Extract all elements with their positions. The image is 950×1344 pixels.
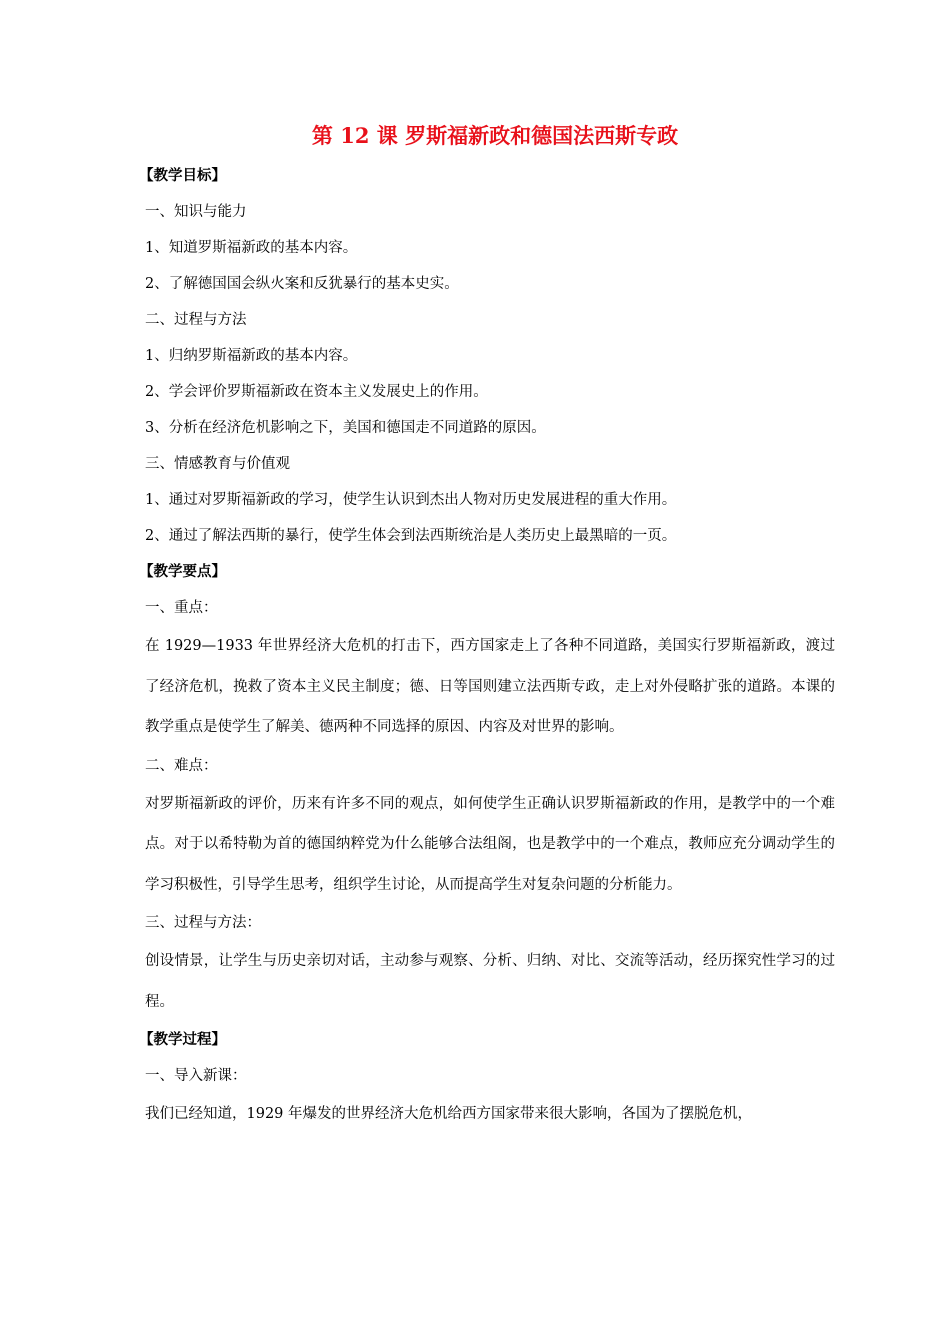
subheading-intro: 一、导入新课： [145, 1068, 247, 1084]
list-item: 2、通过了解法西斯的暴行，使学生体会到法西斯统治是人类历史上最黑暗的一页。 [145, 528, 677, 544]
paragraph-intro: 我们已经知道，1929 年爆发的世界经济大危机给西方国家带来很大影响，各国为了摆脱危机， [145, 1106, 753, 1122]
section-heading-key-points: 【教学要点】 [139, 563, 226, 580]
list-item: 2、学会评价罗斯福新政在资本主义发展史上的作用。 [145, 384, 488, 400]
list-item: 2、了解德国国会纵火案和反犹暴行的基本史实。 [145, 276, 459, 292]
subheading-knowledge: 一、知识与能力 [145, 204, 247, 220]
section-heading-objectives: 【教学目标】 [139, 167, 226, 184]
subheading-method: 三、过程与方法： [145, 915, 261, 931]
paragraph-focus: 在 1929—1933 年世界经济大危机的打击下，西方国家走上了各种不同道路，美国实行罗斯福新政，渡过了经济危机，挽救了资本主义民主制度；德、日等国则建立法西斯专政，走上对外侵略扩张的道路。本课的教学重点是使学生了解美、德两种不同选择的原因、内容及对世界的影响。 [145, 638, 835, 735]
list-item: 1、通过对罗斯福新政的学习，使学生认识到杰出人物对历史发展进程的重大作用。 [145, 492, 677, 508]
section-heading-process: 【教学过程】 [139, 1031, 226, 1048]
subheading-process: 二、过程与方法 [145, 312, 247, 328]
list-item: 1、知道罗斯福新政的基本内容。 [145, 240, 358, 256]
paragraph-method: 创设情景，让学生与历史亲切对话，主动参与观察、分析、归纳、对比、交流等活动，经历探究性学习的过程。 [145, 953, 835, 1010]
document-page [139, 118, 835, 1135]
list-item: 1、归纳罗斯福新政的基本内容。 [145, 348, 358, 364]
subheading-focus: 一、重点： [145, 600, 218, 616]
subheading-emotion: 三、情感教育与价值观 [145, 456, 290, 472]
document-title: 第 12 课 罗斯福新政和德国法西斯专政 [311, 123, 679, 148]
list-item: 3、分析在经济危机影响之下，美国和德国走不同道路的原因。 [145, 420, 546, 436]
paragraph-difficulty: 对罗斯福新政的评价，历来有许多不同的观点，如何使学生正确认识罗斯福新政的作用，是教学中的一个难点。对于以希特勒为首的德国纳粹党为什么能够合法组阁，也是教学中的一个难点，教师应充分调动学生的学习积极性，引导学生思考，组织学生讨论，从而提高学生对复杂问题的分析能力。 [145, 795, 835, 893]
subheading-difficulty: 二、难点： [145, 757, 218, 774]
